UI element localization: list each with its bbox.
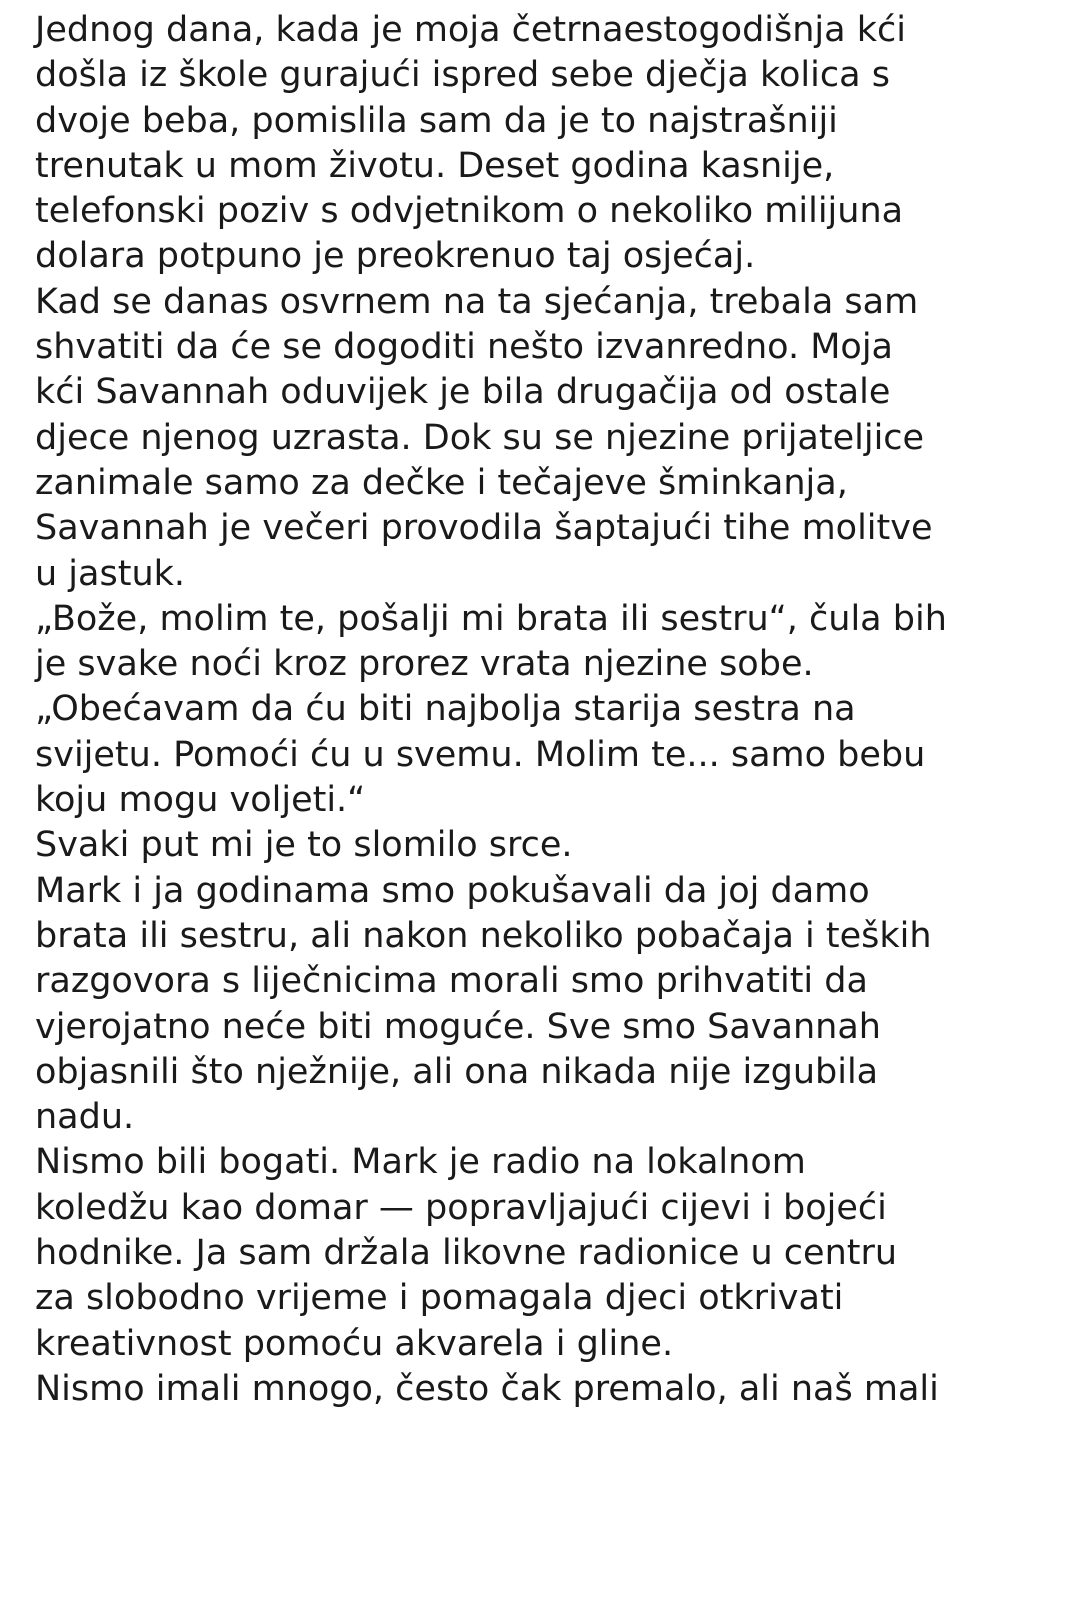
text-line: kreativnost pomoću akvarela i gline. [35, 1323, 674, 1364]
text-line: Mark i ja godinama smo pokušavali da joj damo [35, 870, 870, 911]
text-line: djece njenog uzrasta. Dok su se njezine prijateljice [35, 417, 925, 458]
text-line: Jednog dana, kada je moja četrnaestogodišnja kći [35, 10, 906, 50]
text-line: svijetu. Pomoći ću u svemu. Molim te... samo bebu [35, 734, 926, 775]
text-line: trenutak u mom životu. Deset godina kasnije, [35, 145, 835, 186]
paragraph-2 [35, 280, 1068, 869]
text-line: koledžu kao domar — popravljajući cijevi i bojeći [35, 1187, 887, 1228]
text-line: dvoje beba, pomislila sam da je to najstrašniji [35, 100, 838, 141]
text-line: za slobodno vrijeme i pomagala djeci otkrivati [35, 1278, 844, 1319]
paragraph-4 [35, 1140, 1068, 1366]
text-line: brata ili sestru, ali nakon nekoliko pobačaja i teških [35, 915, 932, 956]
text-line: „Bože, molim te, pošalji mi brata ili sestru“, čula bih [35, 598, 947, 639]
text-line: vjerojatno neće biti moguće. Sve smo Savannah [35, 1006, 881, 1047]
text-line: nadu. [35, 1097, 135, 1138]
text-line: Savannah je večeri provodila šaptajući tihe molitve [35, 508, 933, 549]
text-line: razgovora s liječnicima morali smo prihvatiti da [35, 961, 868, 1002]
text-line: zanimale samo za dečke i tečajeve šminkanja, [35, 462, 848, 503]
text-line: dolara potpuno je preokrenuo taj osjećaj. [35, 236, 756, 277]
text-line: Svaki put mi je to slomilo srce. [35, 825, 573, 866]
paragraph-5 [35, 1367, 1068, 1412]
text-line: Kad se danas osvrnem na ta sjećanja, trebala sam [35, 281, 919, 322]
text-line: Nismo bili bogati. Mark je radio na lokalnom [35, 1142, 806, 1183]
paragraph-1 [35, 8, 1068, 280]
text-line: došla iz škole gurajući ispred sebe dječja kolica s [35, 55, 890, 96]
text-line: u jastuk. [35, 553, 186, 594]
paragraph-3 [35, 869, 1068, 1141]
text-line: shvatiti da će se dogoditi nešto izvanredno. Moja [35, 327, 893, 368]
text-line: koju mogu voljeti.“ [35, 780, 366, 821]
text-line: hodnike. Ja sam držala likovne radionice u centru [35, 1233, 898, 1274]
text-line: je svake noći kroz prorez vrata njezine sobe. [35, 644, 814, 685]
article-text [35, 8, 1068, 1412]
text-line: Nismo imali mnogo, često čak premalo, ali naš mali [35, 1368, 939, 1409]
text-line: „Obećavam da ću biti najbolja starija sestra na [35, 689, 856, 730]
text-line: telefonski poziv s odvjetnikom o nekoliko milijuna [35, 191, 904, 232]
text-line: kći Savannah oduvijek je bila drugačija od ostale [35, 372, 891, 413]
text-line: objasnili što nježnije, ali ona nikada nije izgubila [35, 1051, 879, 1092]
